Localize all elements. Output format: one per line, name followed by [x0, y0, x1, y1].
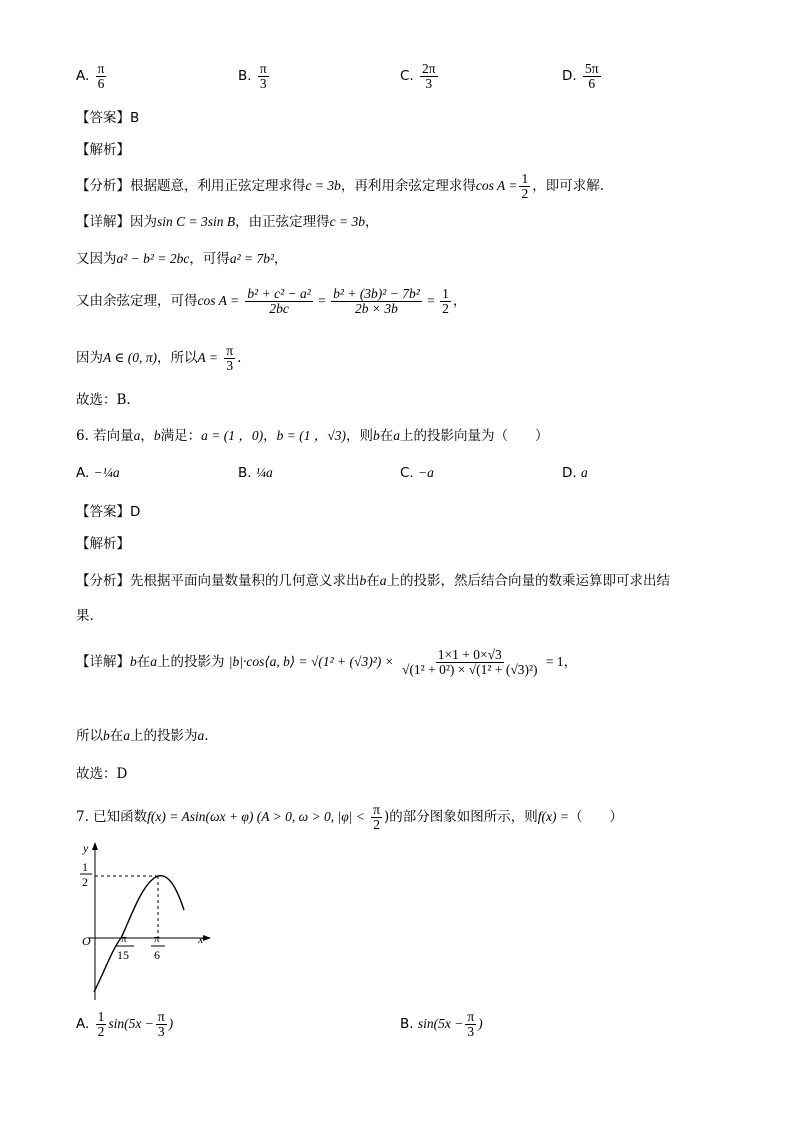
- q6-answer: [76, 500, 140, 520]
- text: 上的投影向量为（ ）: [400, 428, 549, 444]
- x1-den: 15: [117, 948, 129, 962]
- q5-option-b: [238, 62, 271, 91]
- q6-fenxi-cont: 果.: [76, 608, 94, 624]
- q6-option-a: [76, 465, 120, 481]
- q5-option-c: [400, 62, 440, 91]
- math: b = (1 ，√3): [276, 428, 347, 443]
- math: cos A =: [475, 178, 518, 194]
- vector-a: a: [133, 428, 141, 443]
- frac-num: 5π: [584, 61, 599, 76]
- frac-num: 1: [97, 1009, 105, 1024]
- vector-a: a: [150, 654, 157, 670]
- option-label: D.: [562, 465, 577, 481]
- q5-analysis-tag: 【解析】: [76, 142, 130, 158]
- vector-b: b: [153, 428, 161, 443]
- text: （ ）: [569, 809, 623, 826]
- math: sin(5x −: [417, 1016, 464, 1032]
- option-label: C.: [400, 68, 414, 85]
- q6-choose: 故选：D: [76, 766, 128, 782]
- text: 又因为: [76, 251, 117, 267]
- vector-a: a: [197, 728, 205, 743]
- text: .: [237, 350, 242, 367]
- frac-den: 2bc: [269, 301, 289, 317]
- q5-option-a: [76, 62, 108, 91]
- text: 上的投影为: [130, 728, 198, 744]
- x2-den: 6: [154, 948, 160, 962]
- q6-option-c: [400, 465, 434, 481]
- x2-num: π: [154, 933, 160, 945]
- option-label: A.: [76, 465, 90, 481]
- text: ，再利用余弦定理求得: [340, 178, 476, 195]
- frac-num: 1: [442, 286, 449, 301]
- q6-option-d: [562, 465, 588, 481]
- math: ): [168, 1016, 174, 1032]
- text: 在: [109, 728, 124, 744]
- xiangjie-tag: 【详解】: [76, 214, 130, 230]
- option-text: −¼a: [93, 465, 120, 480]
- q5-line3: 又由余弦定理，可得cos A = $\frac{\text{b² + c² − a²}}{2bc}$ = $\frac{\text{b² + (3b)² − 7b²}}{2b \times 3b}$ = $\frac{1}{2}$ ，: [76, 286, 467, 317]
- frac-den: 2: [97, 1024, 105, 1040]
- frac-den: 6: [97, 76, 105, 92]
- q6-conclusion: [76, 724, 209, 744]
- frac-den: 2: [442, 301, 449, 317]
- q6-analysis-tag: 【解析】: [76, 536, 130, 552]
- vector-b: b: [359, 573, 367, 588]
- text: ，: [452, 293, 467, 310]
- q6-fenxi: [76, 569, 670, 589]
- x-label: x: [198, 932, 204, 946]
- text: ，: [263, 428, 277, 444]
- text: ，可得: [189, 251, 230, 267]
- frac-num: π: [157, 1009, 165, 1024]
- q6-stem: [76, 424, 549, 444]
- q7-graph: [70, 840, 220, 1000]
- q5-fenxi: [76, 172, 604, 201]
- projection-formula: |b|·cos⟨a, b⟩ = √(1² + (√3)²) ×: [228, 654, 394, 670]
- frac-num: π: [97, 61, 105, 76]
- q7-option-a: [76, 1010, 173, 1039]
- frac-num: 1: [521, 171, 529, 186]
- text: ，: [563, 654, 578, 671]
- text: 所以: [76, 728, 103, 744]
- text: 在: [366, 573, 380, 589]
- sine-curve: [94, 876, 184, 992]
- text: )的部分图象如图所示，则: [384, 809, 538, 826]
- frac-num: 2π: [422, 61, 436, 76]
- option-label: B.: [238, 68, 252, 85]
- q5-answer: [76, 106, 139, 126]
- vector-b: b: [103, 728, 110, 743]
- text: 7. 已知函数: [76, 809, 148, 826]
- text: ，: [140, 428, 154, 444]
- text: ，即可求解.: [532, 178, 605, 195]
- math: A =: [197, 350, 218, 366]
- q7-option-b: [400, 1010, 483, 1039]
- math: sin C = 3sin B: [157, 214, 236, 229]
- vector-a: a: [379, 573, 387, 588]
- answer-tag: 【答案】: [76, 504, 130, 520]
- vector-a: a: [393, 428, 401, 443]
- frac-den: 3: [467, 1024, 475, 1040]
- answer-value: D: [130, 504, 141, 520]
- option-text: −a: [418, 465, 434, 480]
- q6-option-b: [238, 465, 273, 481]
- frac-num: b² + (3b)² − 7b²: [333, 286, 420, 301]
- frac-den: 3: [226, 358, 234, 374]
- math: cos A =: [197, 293, 240, 309]
- frac-den: 6: [588, 76, 596, 92]
- text: 在: [136, 654, 151, 671]
- option-label: A.: [76, 68, 90, 85]
- text: 因为: [76, 350, 103, 367]
- option-text: a: [580, 465, 588, 480]
- q5-option-d: [562, 62, 603, 91]
- frac-num: π: [226, 343, 234, 358]
- q5-choose: 故选：B.: [76, 392, 131, 408]
- q5-line4: [76, 344, 241, 373]
- text: 满足：: [160, 428, 202, 444]
- fenxi-tag: 【分析】: [76, 178, 130, 195]
- projection-fraction: $\frac{1\times 1 + 0\times√3}{\text{√(1² + 0²) × √(1² + (√3)²)}}$: [402, 647, 538, 678]
- text: ，所以: [157, 350, 198, 367]
- option-text: ¼a: [255, 465, 273, 480]
- frac-den: 3: [425, 76, 433, 92]
- option-label: C.: [400, 465, 414, 481]
- q7-stem: [76, 803, 623, 832]
- xiangjie-tag: 【详解】: [76, 654, 130, 671]
- frac-den: 2b × 3b: [355, 301, 398, 317]
- vector-a: a: [123, 728, 130, 743]
- y-axis-arrow: [92, 842, 98, 850]
- text: ，则: [346, 428, 374, 444]
- frac-num: π: [259, 61, 267, 76]
- frac-den: 3: [157, 1024, 165, 1040]
- text: 上的投影为: [157, 654, 225, 671]
- q5-line2: [76, 247, 288, 267]
- text: ，: [364, 214, 379, 230]
- ymax-num: 1: [82, 860, 88, 874]
- math: c = 3b: [305, 178, 341, 194]
- origin-label: O: [82, 934, 91, 948]
- text: 上的投影，然后结合向量的数乘运算即可求出结: [386, 573, 670, 589]
- frac-den: 3: [259, 76, 267, 92]
- math: a = (1 ，0): [201, 428, 264, 443]
- answer-value: B: [130, 110, 140, 126]
- option-label: B.: [400, 1016, 414, 1033]
- frac-den: 2: [521, 186, 529, 202]
- text: ，: [274, 251, 288, 267]
- ymax-den: 2: [82, 875, 88, 889]
- frac-num: π: [467, 1009, 475, 1024]
- frac-den: 2: [373, 817, 380, 833]
- frac-num: π: [373, 802, 380, 817]
- fenxi-tag: 【分析】: [76, 573, 130, 589]
- math: c = 3b: [329, 214, 365, 229]
- vector-b: b: [373, 428, 380, 443]
- x-axis-arrow: [203, 935, 211, 941]
- math: A ∈ (0, π): [103, 350, 157, 366]
- math: f(x) = Asin(ωx + φ) (A > 0, ω > 0, |φ| <: [147, 809, 365, 825]
- math: f(x) =: [537, 809, 569, 825]
- text: 因为: [130, 214, 157, 230]
- x1-num: π: [121, 933, 127, 945]
- option-label: B.: [238, 465, 252, 481]
- text: 又由余弦定理，可得: [76, 293, 198, 310]
- math: ): [478, 1016, 483, 1032]
- math: a² − b² = 2bc: [116, 251, 190, 266]
- y-label: y: [83, 841, 89, 855]
- text: 6. 若向量: [76, 428, 134, 444]
- q6-xiangjie: 【详解】b在a上的投影为 |b|·cos⟨a, b⟩ = √(1² + (√3)²) × $\frac{1\times 1 + 0\times√3}{\text{√(1² + 0²) × √(1² + (√3)²)}}$ = 1，: [76, 647, 578, 678]
- text: ，由正弦定理得: [235, 214, 330, 230]
- math: sin(5x −: [108, 1016, 154, 1032]
- text: 在: [379, 428, 394, 444]
- text: .: [204, 728, 209, 744]
- option-label: A.: [76, 1016, 90, 1033]
- option-label: D.: [562, 68, 577, 85]
- math: a² = 7b²: [229, 251, 275, 266]
- vector-b: b: [130, 654, 137, 670]
- q5-xiangjie-line1: [76, 210, 378, 230]
- answer-tag: 【答案】: [76, 110, 130, 126]
- text: 根据题意，利用正弦定理求得: [130, 178, 306, 195]
- frac-num: b² + c² − a²: [247, 286, 311, 301]
- text: 先根据平面向量数量积的几何意义求出: [130, 573, 360, 589]
